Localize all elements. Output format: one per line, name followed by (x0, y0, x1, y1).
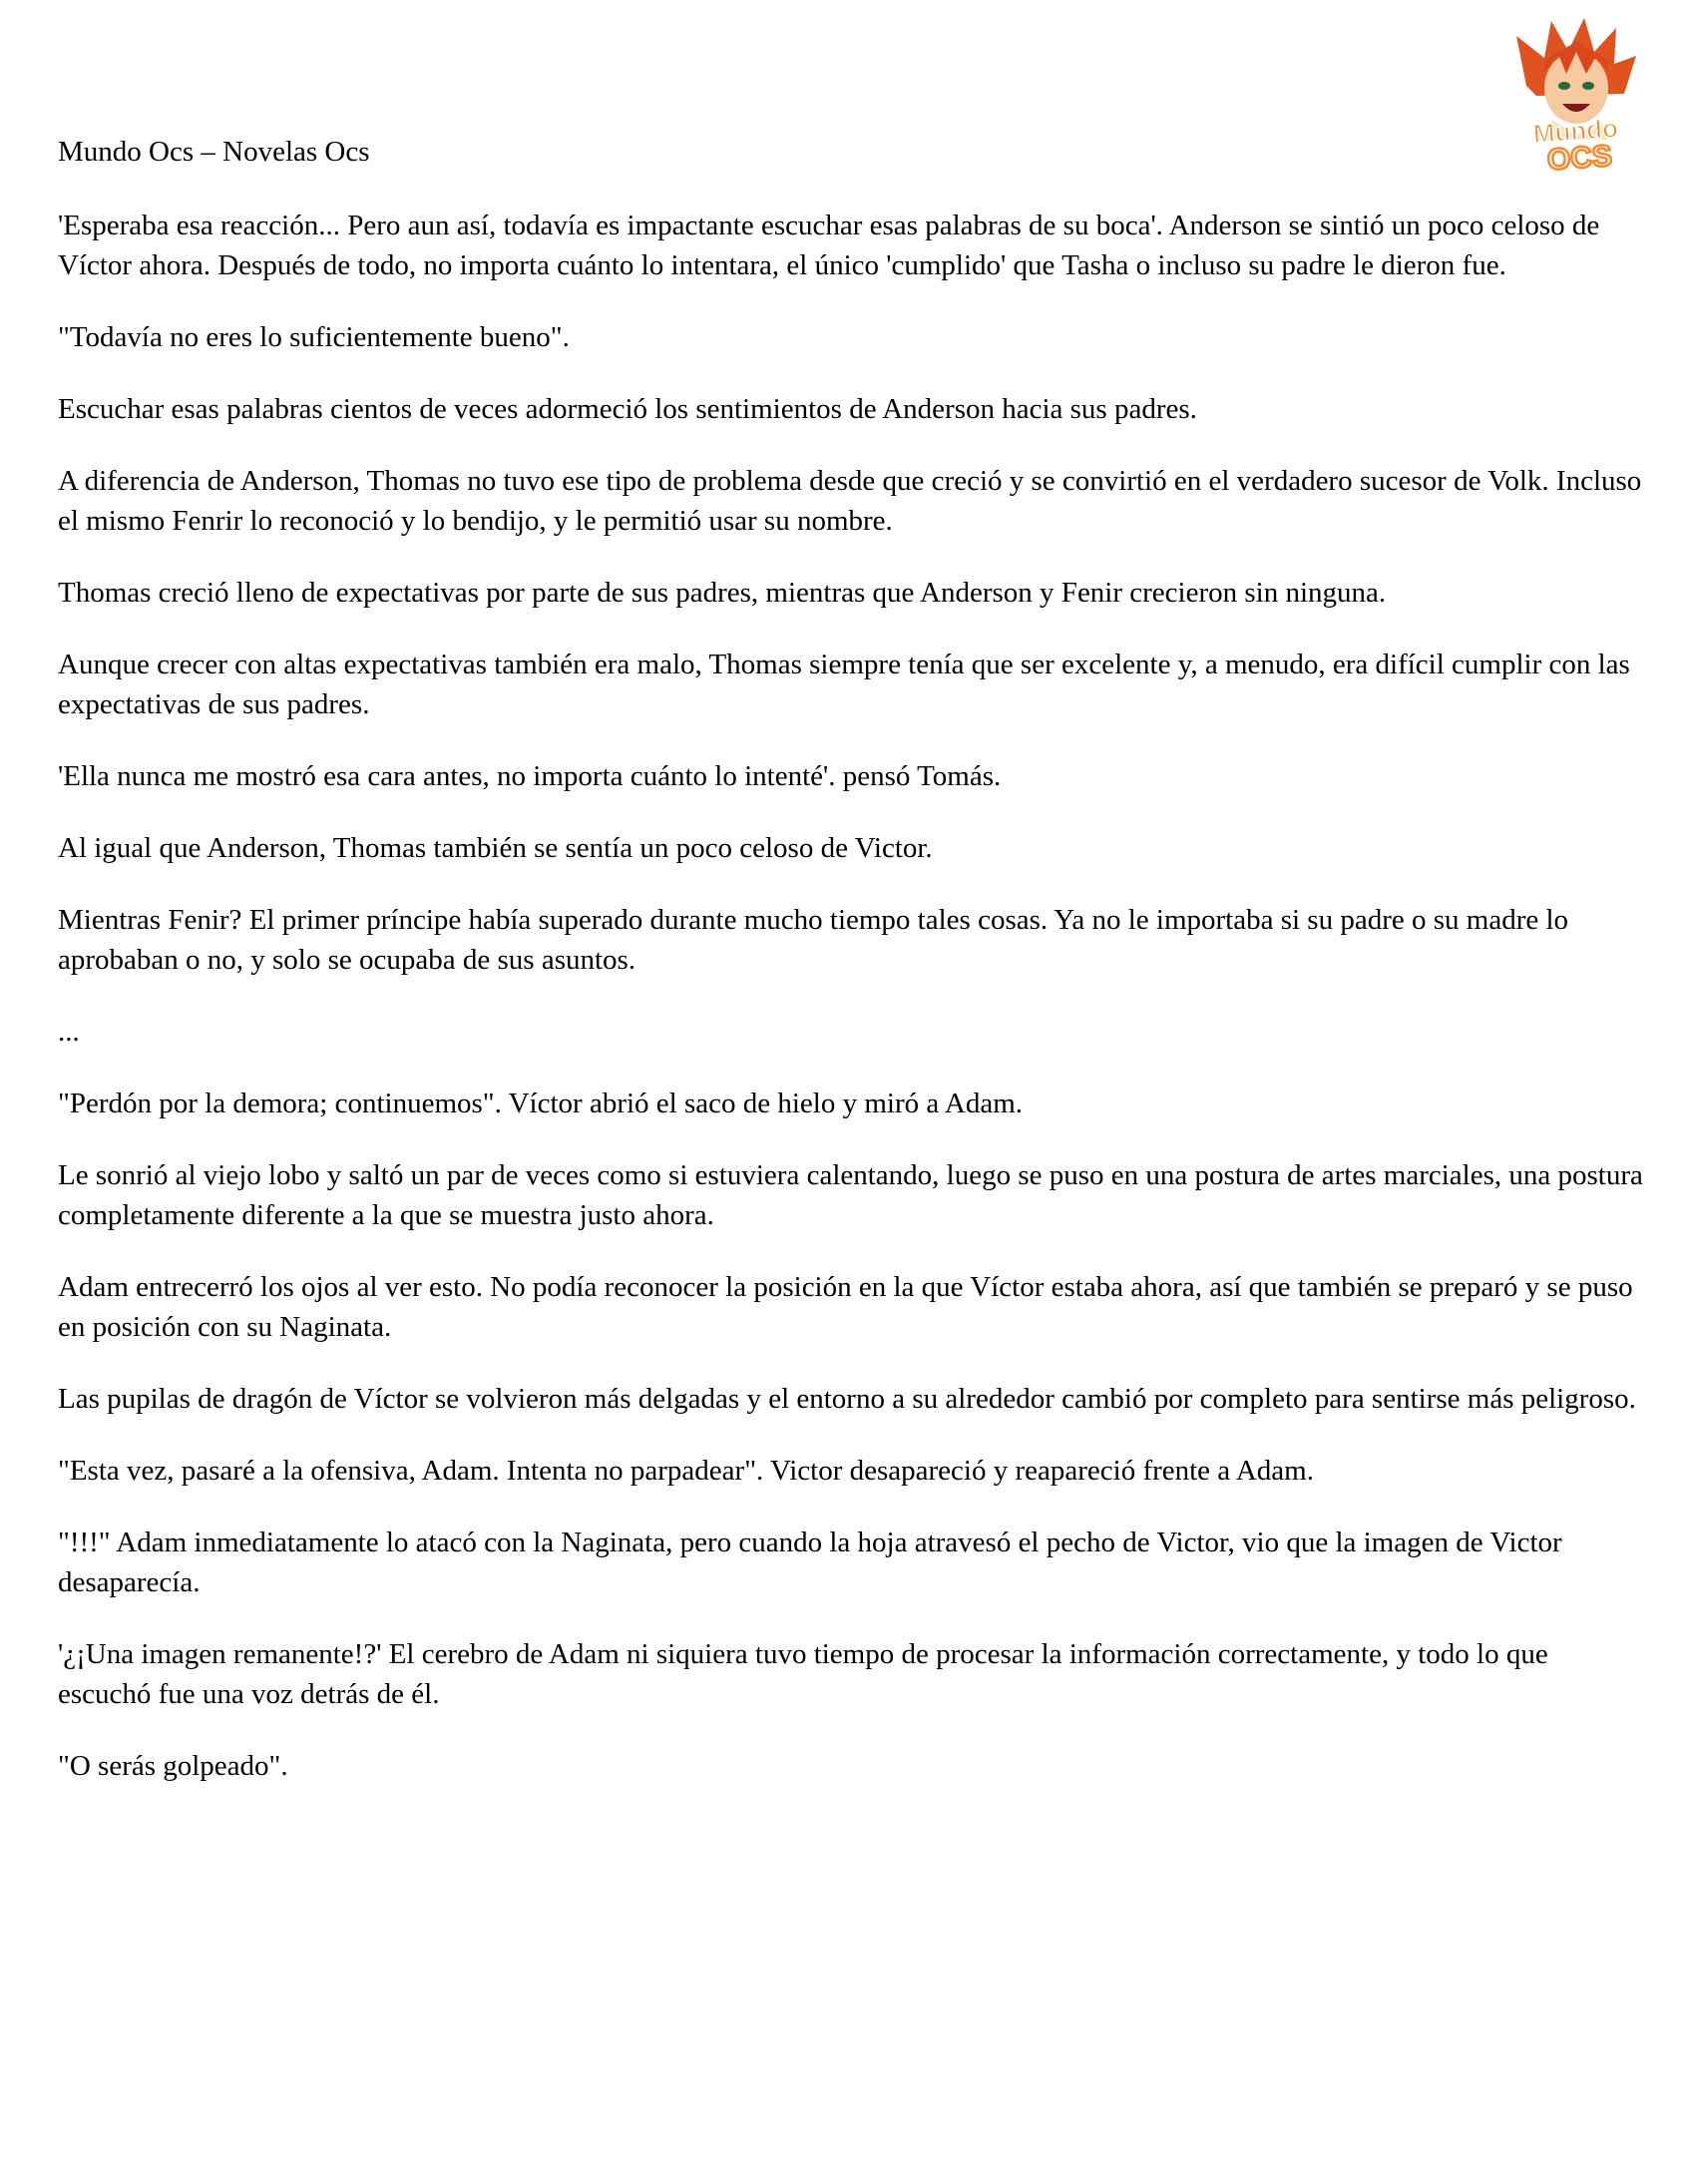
logo-eye-left (1558, 82, 1570, 90)
paragraph: Aunque crecer con altas expectativas también era malo, Thomas siempre tenía que ser excelente y, a menudo, era difícil cumplir con las expectativas de sus padres. (58, 649, 1630, 720)
paragraph: Las pupilas de dragón de Víctor se volvieron más delgadas y el entorno a su alrededor cambió por completo para sentirse más peligroso. (58, 1383, 1636, 1415)
logo-text-ocs: OCS (1545, 139, 1613, 176)
paragraph: "O serás golpeado". (58, 1750, 288, 1782)
paragraph: "Esta vez, pasaré a la ofensiva, Adam. Intenta no parpadear". Victor desapareció y reapareció frente a Adam. (58, 1455, 1314, 1487)
logo-text-mundo: Mundo (1531, 113, 1619, 149)
paragraph: Le sonrió al viejo lobo y saltó un par de veces como si estuviera calentando, luego se puso en una postura de artes marciales, una postura completamente diferente a la que se muestra justo ahora. (58, 1159, 1643, 1231)
scene-break: ... (58, 1016, 80, 1048)
document-body (58, 206, 1644, 1818)
paragraph: 'Ella nunca me mostró esa cara antes, no importa cuánto lo intenté'. pensó Tomás. (58, 760, 1002, 792)
paragraph: Al igual que Anderson, Thomas también se sentía un poco celoso de Victor. (58, 832, 933, 864)
mundo-ocs-logo (1496, 16, 1656, 176)
paragraph: "!!!" Adam inmediatamente lo atacó con la Naginata, pero cuando la hoja atravesó el pecho de Victor, vio que la imagen de Victor desaparecía. (58, 1527, 1562, 1598)
paragraph: '¿¡Una imagen remanente!?' El cerebro de Adam ni siquiera tuvo tiempo de procesar la información correctamente, y todo lo que escuchó fue una voz detrás de él. (58, 1638, 1548, 1710)
svg-text:OCS (1546, 140, 1613, 176)
document-header (58, 132, 370, 172)
paragraph: Thomas creció lleno de expectativas por parte de sus padres, mientras que Anderson y Fenir crecieron sin ninguna. (58, 577, 1387, 609)
paragraph: Adam entrecerró los ojos al ver esto. No podía reconocer la posición en la que Víctor estaba ahora, así que también se preparó y se puso en posición con su Naginata. (58, 1271, 1633, 1343)
paragraph: Mientras Fenir? El primer príncipe había superado durante mucho tiempo tales cosas. Ya no le importaba si su padre o su madre lo aprobaban o no, y solo se ocupaba de sus asuntos. (58, 904, 1569, 976)
logo-face (1544, 52, 1608, 124)
logo-graphic (1496, 16, 1656, 176)
paragraph: "Todavía no eres lo suficientemente bueno". (58, 321, 570, 353)
header-title: Mundo Ocs – Novelas Ocs (58, 136, 370, 168)
paragraph: "Perdón por la demora; continuemos". Víctor abrió el saco de hielo y miró a Adam. (58, 1088, 1024, 1119)
logo-eye-right (1582, 82, 1594, 90)
paragraph: Escuchar esas palabras cientos de veces adormeció los sentimientos de Anderson hacia sus padres. (58, 393, 1197, 425)
paragraph: A diferencia de Anderson, Thomas no tuvo ese tipo de problema desde que creció y se convirtió en el verdadero sucesor de Volk. Incluso el mismo Fenrir lo reconoció y lo bendijo, y le permitió usar su nombre. (58, 465, 1642, 537)
paragraph: 'Esperaba esa reacción... Pero aun así, todavía es impactante escuchar esas palabras de su boca'. Anderson se sintió un poco celoso de Víctor ahora. Después de todo, no importa cuánto lo intentara, el único 'cumplido' que Tasha o incluso su padre le dieron fue. (58, 210, 1600, 281)
